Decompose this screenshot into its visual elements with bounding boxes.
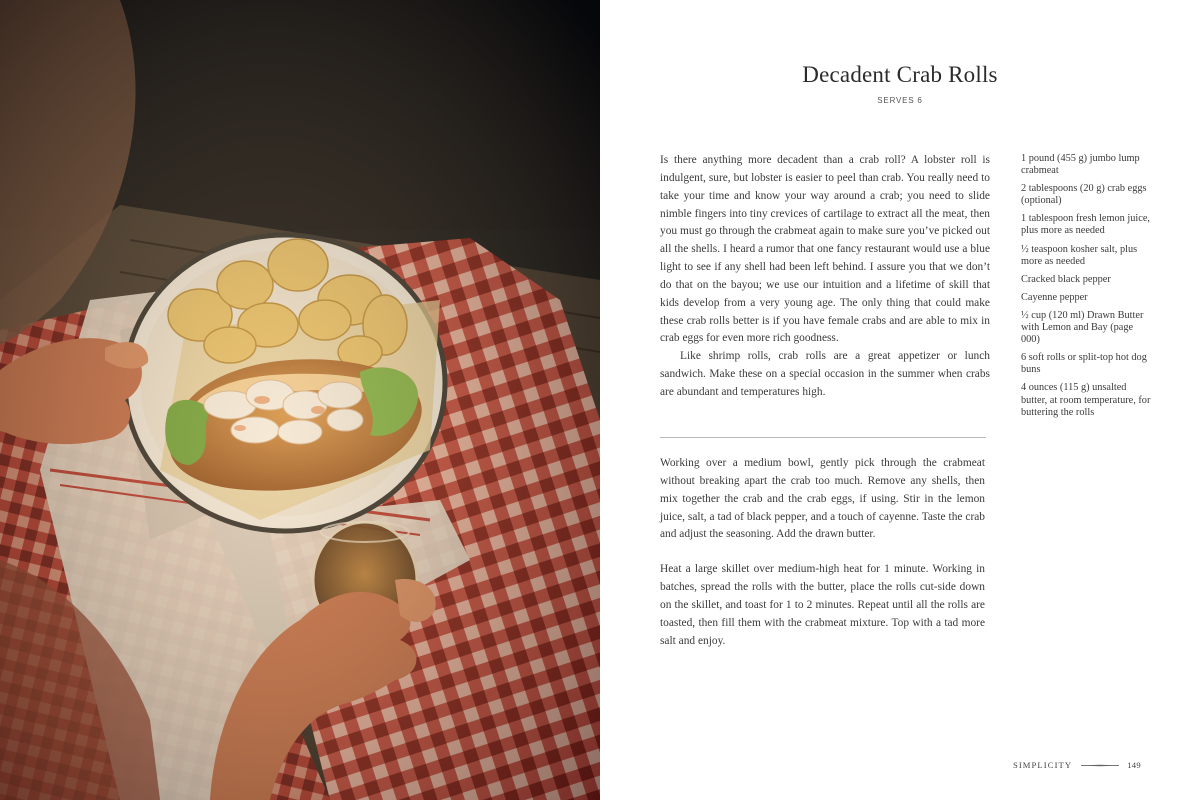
folio-ornament <box>1081 764 1119 767</box>
recipe-title: Decadent Crab Rolls <box>802 62 998 87</box>
ingredient-item: 1 tablespoon fresh lemon juice, plus more as needed <box>1021 213 1150 237</box>
intro-paragraph: Is there anything more decadent than a crab roll? A lobster roll is indulgent, sure, but lobster is easier to peel than crab. You really need to take your time and know your way around a crab; you need to slide nimble fingers into tiny crevices of cartilage to extract all the meat, then you must go through the crabmeat again to make sure you’ve picked out all the shells. I heard a rumor that one fancy restaurant would use a blue light to see if any shell had been left behind. I assure you that we don’t do that on the bayou; we use our intuition and a lifetime of skill that kids develop from a very young age. The only thing that could make these crab rolls better is if you have female crabs and are able to mix in crab eggs for even more rich goodness. <box>660 154 990 345</box>
recipe-page <box>600 0 1200 800</box>
ingredient-item: ½ cup (120 ml) Drawn Butter with Lemon and Bay (page 000) <box>1021 309 1144 346</box>
ingredient-item: 6 soft rolls or split-top hot dog buns <box>1021 352 1147 376</box>
section-divider <box>660 437 986 438</box>
page-number: 149 <box>1127 760 1141 770</box>
ingredient-item: 1 pound (455 g) jumbo lump crabmeat <box>1021 153 1140 177</box>
ingredient-item: ½ teaspoon kosher salt, plus more as needed <box>1021 243 1138 267</box>
method-step: Heat a large skillet over medium-high heat for 1 minute. Working in batches, spread the rolls with the butter, place the rolls cut-side down on the skillet, and toast for 1 to 2 minutes. Repeat until all the rolls are toasted, then fill them with the crabmeat mixture. Top with a tad more salt and enjoy. <box>660 563 985 647</box>
recipe-intro <box>660 152 990 402</box>
ingredient-item: 2 tablespoons (20 g) crab eggs (optional) <box>1021 183 1147 207</box>
recipe-serves: SERVES 6 <box>877 96 923 105</box>
running-head: SIMPLICITY <box>1012 760 1073 770</box>
recipe-method <box>660 455 985 667</box>
ingredient-item: Cracked black pepper <box>1021 273 1111 285</box>
method-step: Working over a medium bowl, gently pick through the crabmeat without breaking apart the crab too much. Remove any shells, then mix together the crab and the crab eggs, if using. Stir in the lemon juice, salt, a tad of black pepper, and a touch of cayenne. Taste the crab and adjust the seasoning. Add the drawn butter. <box>660 457 985 541</box>
ingredient-item: 4 ounces (115 g) unsalted butter, at room temperature, for buttering the rolls <box>1021 382 1151 418</box>
ingredient-list <box>1021 153 1151 425</box>
intro-paragraph: Like shrimp rolls, crab rolls are a great appetizer or lunch sandwich. Make these on a special occasion in the summer when crabs are abundant and temperatures high. <box>660 350 990 398</box>
page-footer <box>1013 760 1141 770</box>
ingredient-item: Cayenne pepper <box>1021 291 1088 303</box>
